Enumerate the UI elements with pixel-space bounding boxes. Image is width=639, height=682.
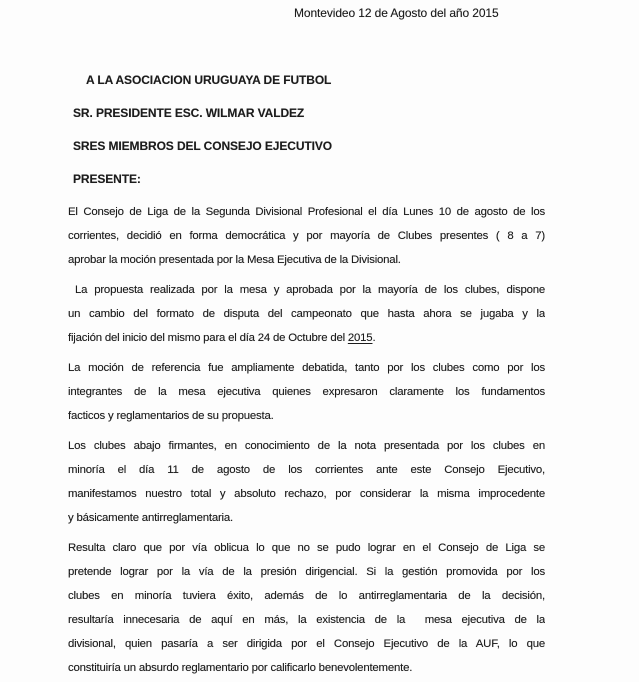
recipient-president: SR. PRESIDENTE ESC. WILMAR VALDEZ (73, 106, 305, 120)
paragraph (68, 200, 545, 272)
paragraph-line: y básicamente antirreglamentaria. (68, 512, 233, 524)
paragraph (68, 434, 545, 530)
paragraph-line: constituiría un absurdo reglamentario por calificarlo benevolentemente. (68, 662, 413, 674)
paragraph-line: pretende lograr por la vía de la presión dirigencial. Si la gestión promovida por los (68, 566, 545, 578)
paragraph (68, 278, 545, 350)
paragraphs (68, 200, 545, 682)
paragraph-line: La propuesta realizada por la mesa y aprobada por la mayoría de los clubes, dispone (68, 284, 545, 296)
paragraph-line: manifestamos nuestro total y absoluto rechazo, por considerar la misma improcedente (68, 488, 545, 500)
recipient-salutation: PRESENTE: (73, 172, 141, 186)
paragraph-line: clubes en minoría tuviera éxito, además de lo antirreglamentaria de la decisión, (68, 590, 545, 602)
paragraph-line: divisional, quien pasaría a ser dirigida por el Consejo Ejecutivo de la AUF, lo que (68, 638, 545, 650)
paragraph-line: El Consejo de Liga de la Segunda Divisional Profesional el día Lunes 10 de agosto de los (68, 206, 545, 218)
underlined-text: 2015 (347, 332, 373, 344)
recipient-block (73, 64, 332, 196)
paragraph-line: facticos y reglamentarios de su propuesta. (68, 410, 274, 422)
paragraph-line: Los clubes abajo firmantes, en conocimiento de la nota presentada por los clubes en (68, 440, 545, 452)
date-line: Montevideo 12 de Agosto del año 2015 (294, 6, 499, 20)
paragraph-line: La moción de referencia fue ampliamente debatida, tanto por los clubes como por los (68, 362, 545, 374)
paragraph-line: fijación del inicio del mismo para el día 24 de Octubre del 2015. (68, 332, 376, 344)
paragraph-line: minoría el día 11 de agosto de los corrientes ante este Consejo Ejecutivo, (68, 464, 545, 476)
recipient-members: SRES MIEMBROS DEL CONSEJO EJECUTIVO (73, 139, 332, 153)
paragraph-line: un cambio del formato de disputa del campeonato que hasta ahora se jugaba y la (68, 308, 545, 320)
paragraph-line: integrantes de la mesa ejecutiva quienes expresaron claramente los fundamentos (68, 386, 545, 398)
paragraph (68, 536, 545, 680)
paragraph-line: aprobar la moción presentada por la Mesa Ejecutiva de la Divisional. (68, 254, 401, 266)
recipient-organization: A LA ASOCIACION URUGUAYA DE FUTBOL (86, 73, 332, 87)
paragraph-line: resultaría innecesaria de aquí en más, la existencia de la mesa ejecutiva de la (68, 614, 545, 626)
paragraph-line: corrientes, decidió en forma democrática y por mayoría de Clubes presentes ( 8 a 7) (68, 230, 545, 242)
paragraph (68, 356, 545, 428)
paragraph-line: Resulta claro que por vía oblicua lo que no se pudo lograr en el Consejo de Liga se (68, 542, 545, 554)
